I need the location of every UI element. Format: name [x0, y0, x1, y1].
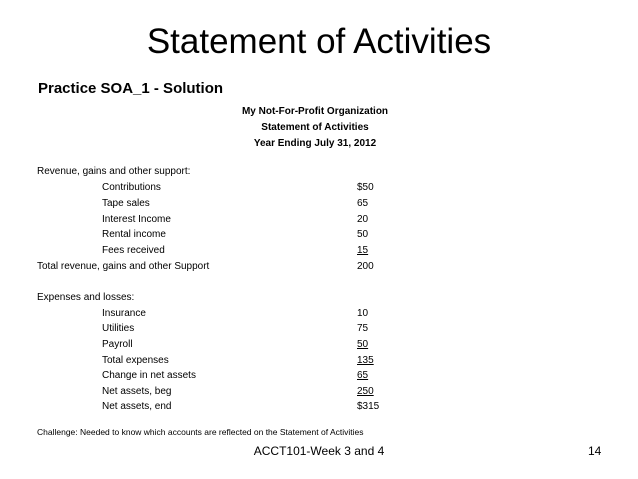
expense-item-value: 250 [357, 386, 374, 397]
revenue-item-label: Tape sales [102, 198, 150, 209]
challenge-note: Challenge: Needed to know which accounts are reflected on the Statement of Activities [37, 427, 364, 437]
revenue-header: Revenue, gains and other support: [37, 166, 191, 177]
revenue-total-label: Total revenue, gains and other Support [37, 261, 210, 272]
expense-item-label: Net assets, end [102, 401, 172, 412]
expense-item-value: 75 [357, 323, 369, 334]
statement-org: My Not-For-Profit Organization [241, 106, 389, 117]
revenue-item-label: Fees received [102, 245, 165, 256]
slide-title: Statement of Activities [146, 22, 492, 61]
expense-item-value: $315 [357, 401, 380, 412]
revenue-total-value: 200 [357, 261, 374, 272]
expense-item-label: Change in net assets [102, 370, 196, 381]
revenue-item-value: 20 [357, 214, 369, 225]
revenue-item-value: $50 [357, 182, 374, 193]
revenue-item-value: 50 [357, 229, 369, 240]
expense-item-value: 135 [357, 355, 374, 366]
expense-item-value: 10 [357, 308, 369, 319]
revenue-item-label: Contributions [102, 182, 161, 193]
revenue-item-value: 65 [357, 198, 369, 209]
expense-item-label: Utilities [102, 323, 135, 334]
revenue-item-label: Rental income [102, 229, 166, 240]
footer-course: ACCT101-Week 3 and 4 [253, 444, 385, 458]
expense-item-label: Total expenses [102, 355, 169, 366]
revenue-item-label: Interest Income [102, 214, 171, 225]
expense-header: Expenses and losses: [37, 292, 135, 303]
footer-page-number: 14 [588, 444, 602, 458]
statement-name: Statement of Activities [261, 122, 369, 133]
expense-item-value: 65 [357, 370, 369, 381]
slide-subtitle: Practice SOA_1 - Solution [38, 80, 224, 97]
revenue-item-value: 15 [357, 245, 369, 256]
expense-item-label: Payroll [102, 339, 133, 350]
statement-period: Year Ending July 31, 2012 [253, 138, 377, 149]
expense-item-label: Net assets, beg [102, 386, 172, 397]
expense-item-label: Insurance [102, 308, 146, 319]
expense-item-value: 50 [357, 339, 369, 350]
